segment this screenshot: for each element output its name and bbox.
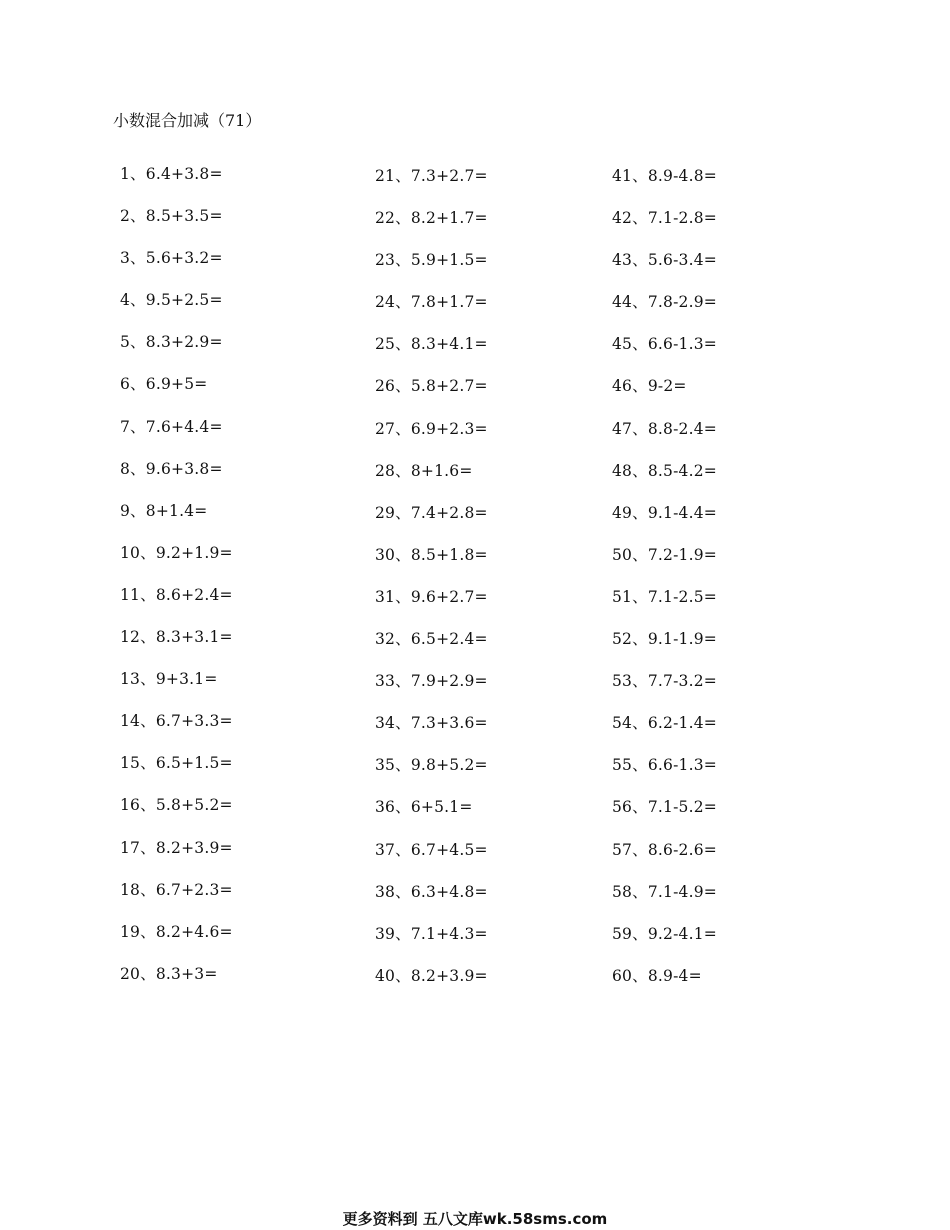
page-title: 小数混合加减（71） [113, 111, 262, 130]
problem-item: 6、6.9+5= [120, 375, 208, 394]
problem-item: 5、8.3+2.9= [120, 333, 223, 352]
problem-item: 20、8.3+3= [120, 964, 218, 983]
problem-item: 48、8.5-4.2= [612, 461, 717, 480]
problem-item: 24、7.8+1.7= [375, 293, 488, 312]
problem-item: 25、8.3+4.1= [375, 335, 488, 354]
problem-item: 31、9.6+2.7= [375, 587, 488, 606]
problem-item: 8、9.6+3.8= [120, 459, 223, 478]
problem-item: 27、6.9+2.3= [375, 419, 488, 438]
problem-item: 1、6.4+3.8= [120, 165, 223, 183]
problem-item: 39、7.1+4.3= [375, 924, 488, 943]
problem-item: 4、9.5+2.5= [120, 291, 223, 310]
problem-item: 33、7.9+2.9= [375, 672, 488, 691]
problem-item: 54、6.2-1.4= [612, 714, 717, 733]
problem-item: 52、9.1-1.9= [612, 630, 717, 649]
problem-column-2 [375, 166, 605, 1008]
problem-item: 57、8.6-2.6= [612, 840, 717, 859]
problem-item: 47、8.8-2.4= [612, 419, 717, 438]
problem-item: 17、8.2+3.9= [120, 838, 233, 857]
problem-item: 22、8.2+1.7= [375, 209, 488, 228]
problem-item: 40、8.2+3.9= [375, 966, 488, 985]
problem-item: 41、8.9-4.8= [612, 167, 717, 185]
problem-item: 18、6.7+2.3= [120, 880, 233, 899]
problem-item: 51、7.1-2.5= [612, 587, 717, 606]
problem-item: 11、8.6+2.4= [120, 585, 233, 604]
problem-column-1 [120, 164, 350, 1006]
problem-item: 35、9.8+5.2= [375, 756, 488, 775]
problem-item: 2、8.5+3.5= [120, 207, 223, 226]
problem-item: 37、6.7+4.5= [375, 840, 488, 859]
problem-item: 19、8.2+4.6= [120, 922, 233, 941]
problem-item: 14、6.7+3.3= [120, 712, 233, 731]
problem-item: 29、7.4+2.8= [375, 503, 488, 522]
problem-item: 49、9.1-4.4= [612, 503, 717, 522]
problem-item: 53、7.7-3.2= [612, 672, 717, 691]
problem-item: 23、5.9+1.5= [375, 251, 488, 270]
problem-item: 46、9-2= [612, 377, 687, 396]
problem-item: 3、5.6+3.2= [120, 249, 223, 268]
problem-item: 10、9.2+1.9= [120, 543, 233, 562]
problem-item: 56、7.1-5.2= [612, 798, 717, 817]
problem-item: 44、7.8-2.9= [612, 293, 717, 312]
problem-item: 50、7.2-1.9= [612, 545, 717, 564]
problem-item: 26、5.8+2.7= [375, 377, 488, 396]
problem-item: 30、8.5+1.8= [375, 545, 488, 564]
problem-item: 15、6.5+1.5= [120, 754, 233, 773]
problem-item: 43、5.6-3.4= [612, 251, 717, 270]
problem-item: 13、9+3.1= [120, 670, 218, 689]
problem-item: 16、5.8+5.2= [120, 796, 233, 815]
footer-note: 更多资料到 五八文库wk.58sms.com [342, 1210, 608, 1228]
problem-item: 9、8+1.4= [120, 501, 208, 520]
problem-item: 59、9.2-4.1= [612, 924, 717, 943]
problem-item: 28、8+1.6= [375, 461, 473, 480]
problem-item: 36、6+5.1= [375, 798, 473, 817]
problem-item: 42、7.1-2.8= [612, 209, 717, 228]
problem-column-3 [612, 166, 842, 1008]
problem-item: 55、6.6-1.3= [612, 756, 717, 775]
problem-item: 12、8.3+3.1= [120, 628, 233, 647]
problem-item: 58、7.1-4.9= [612, 882, 717, 901]
problem-item: 38、6.3+4.8= [375, 882, 488, 901]
problem-item: 32、6.5+2.4= [375, 630, 488, 649]
problem-item: 34、7.3+3.6= [375, 714, 488, 733]
problem-item: 7、7.6+4.4= [120, 417, 223, 436]
problem-item: 60、8.9-4= [612, 966, 702, 985]
problem-item: 45、6.6-1.3= [612, 335, 717, 354]
problem-item: 21、7.3+2.7= [375, 167, 488, 185]
